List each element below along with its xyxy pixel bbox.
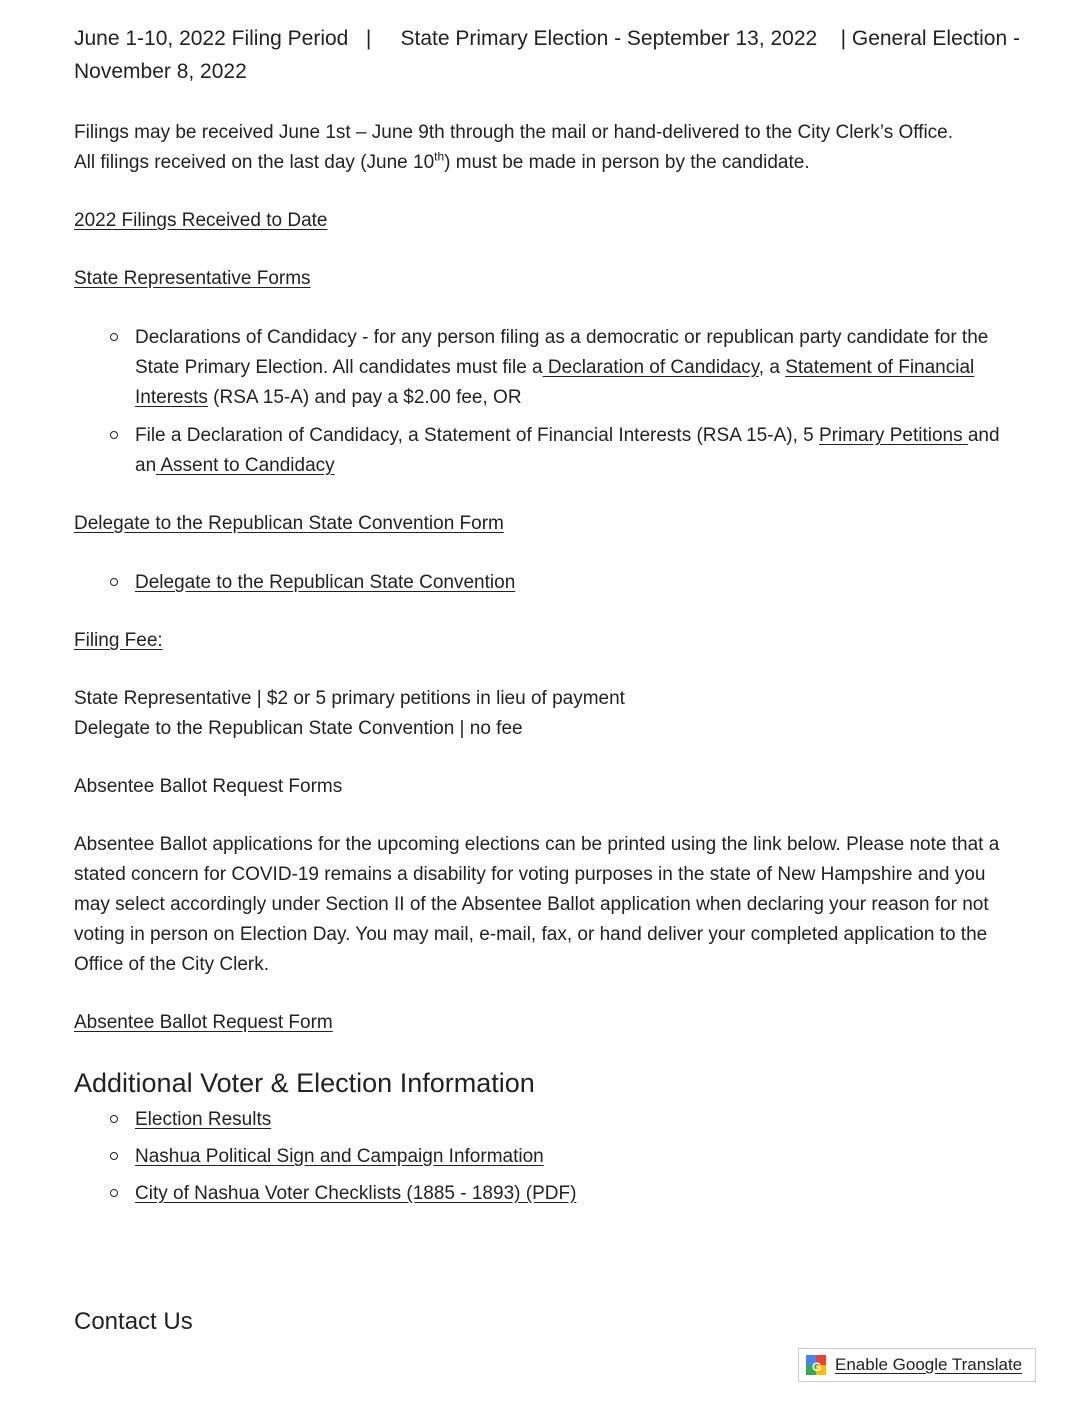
- contact-us-heading: Contact Us: [74, 1308, 193, 1335]
- filing-intro: [74, 118, 1024, 178]
- circle-bullet-icon: [110, 333, 118, 341]
- declaration-of-candidacy-link[interactable]: Declaration of Candidacy: [542, 357, 759, 378]
- general-election-text: | General Election - November 8, 2022: [74, 27, 1020, 83]
- header-separator: |: [365, 27, 372, 50]
- filing-period-header: [74, 22, 1024, 88]
- fees-block: [74, 684, 1024, 744]
- state-primary-text: State Primary Election - September 13, 2022: [400, 27, 818, 50]
- delegate-list: [74, 568, 1024, 598]
- primary-petitions-link[interactable]: Primary Petitions: [818, 425, 968, 446]
- delegate-convention-link[interactable]: Delegate to the Republican State Convention: [135, 572, 516, 593]
- delegate-form-link[interactable]: Delegate to the Republican State Convention Form: [74, 513, 504, 534]
- additional-info-list: [74, 1105, 1024, 1209]
- circle-bullet-icon: [110, 1189, 118, 1197]
- list-item: [135, 568, 1024, 598]
- circle-bullet-icon: [110, 431, 118, 439]
- list-text: and an: [135, 425, 1000, 476]
- list-item: [135, 1105, 1024, 1135]
- google-translate-widget[interactable]: [798, 1348, 1036, 1382]
- list-item: [135, 1179, 1024, 1209]
- voter-checklists-link[interactable]: City of Nashua Voter Checklists (1885 - 1893) (PDF): [135, 1183, 577, 1204]
- absentee-request-form-link[interactable]: Absentee Ballot Request Form: [74, 1012, 333, 1033]
- additional-info-heading: Additional Voter & Election Information: [74, 1068, 535, 1098]
- assent-to-candidacy-link[interactable]: Assent to Candidacy: [156, 455, 335, 476]
- state-rep-forms-link[interactable]: State Representative Forms: [74, 268, 311, 289]
- svg-text:G: G: [812, 1360, 822, 1374]
- circle-bullet-icon: [110, 578, 118, 586]
- list-text: (RSA 15-A) and pay a $2.00 fee, OR: [207, 387, 522, 408]
- list-item: [135, 421, 1024, 481]
- list-text: File a Declaration of Candidacy, a Statement of Financial Interests (RSA 15-A), 5: [135, 425, 819, 446]
- filing-period-text: June 1-10, 2022 Filing Period: [74, 27, 349, 50]
- circle-bullet-icon: [110, 1152, 118, 1160]
- statement-financial-interests-link[interactable]: Statement of Financial Interests: [135, 357, 975, 408]
- list-text: , a: [758, 357, 786, 378]
- intro-line2-sup: th: [434, 149, 445, 164]
- list-item: [135, 1142, 1024, 1172]
- list-item: [135, 323, 1024, 413]
- political-sign-link[interactable]: Nashua Political Sign and Campaign Information: [135, 1146, 544, 1167]
- fee-state-rep: State Representative | $2 or 5 primary petitions in lieu of payment: [74, 688, 625, 709]
- absentee-body: Absentee Ballot applications for the upcoming elections can be printed using the link below. Please note that a stated concern for COVID-19 remains a disability for voting purposes in the state of New Hampshire and you may select accordingly under Section II of the Absentee Ballot application when declaring your reason for not voting in person on Election Day. You may mail, e-mail, fax, or hand deliver your completed application to the Office of the City Clerk.: [74, 834, 1000, 975]
- state-rep-forms-list: [74, 323, 1024, 481]
- filing-fee-heading[interactable]: Filing Fee:: [74, 630, 163, 651]
- intro-line1: Filings may be received June 1st – June 9th through the mail or hand-delivered to the City Clerk’s Office.: [74, 122, 954, 143]
- absentee-heading: Absentee Ballot Request Forms: [74, 776, 343, 797]
- page-content: [74, 22, 1024, 1340]
- intro-line2-a: All filings received on the last day (June 10: [74, 152, 435, 173]
- filings-received-link[interactable]: 2022 Filings Received to Date: [74, 210, 328, 231]
- google-translate-icon: [805, 1354, 827, 1376]
- fee-delegate: Delegate to the Republican State Convention | no fee: [74, 718, 523, 739]
- intro-line2-b: ) must be made in person by the candidate.: [444, 152, 810, 173]
- circle-bullet-icon: [110, 1115, 118, 1123]
- declarations-text: Declarations of Candidacy - for any person filing as a democratic or republican party candidate for the State Primary Election. All candidates must file a: [135, 327, 989, 378]
- enable-google-translate-link[interactable]: Enable Google Translate: [835, 1355, 1023, 1374]
- election-results-link[interactable]: Election Results: [135, 1109, 272, 1130]
